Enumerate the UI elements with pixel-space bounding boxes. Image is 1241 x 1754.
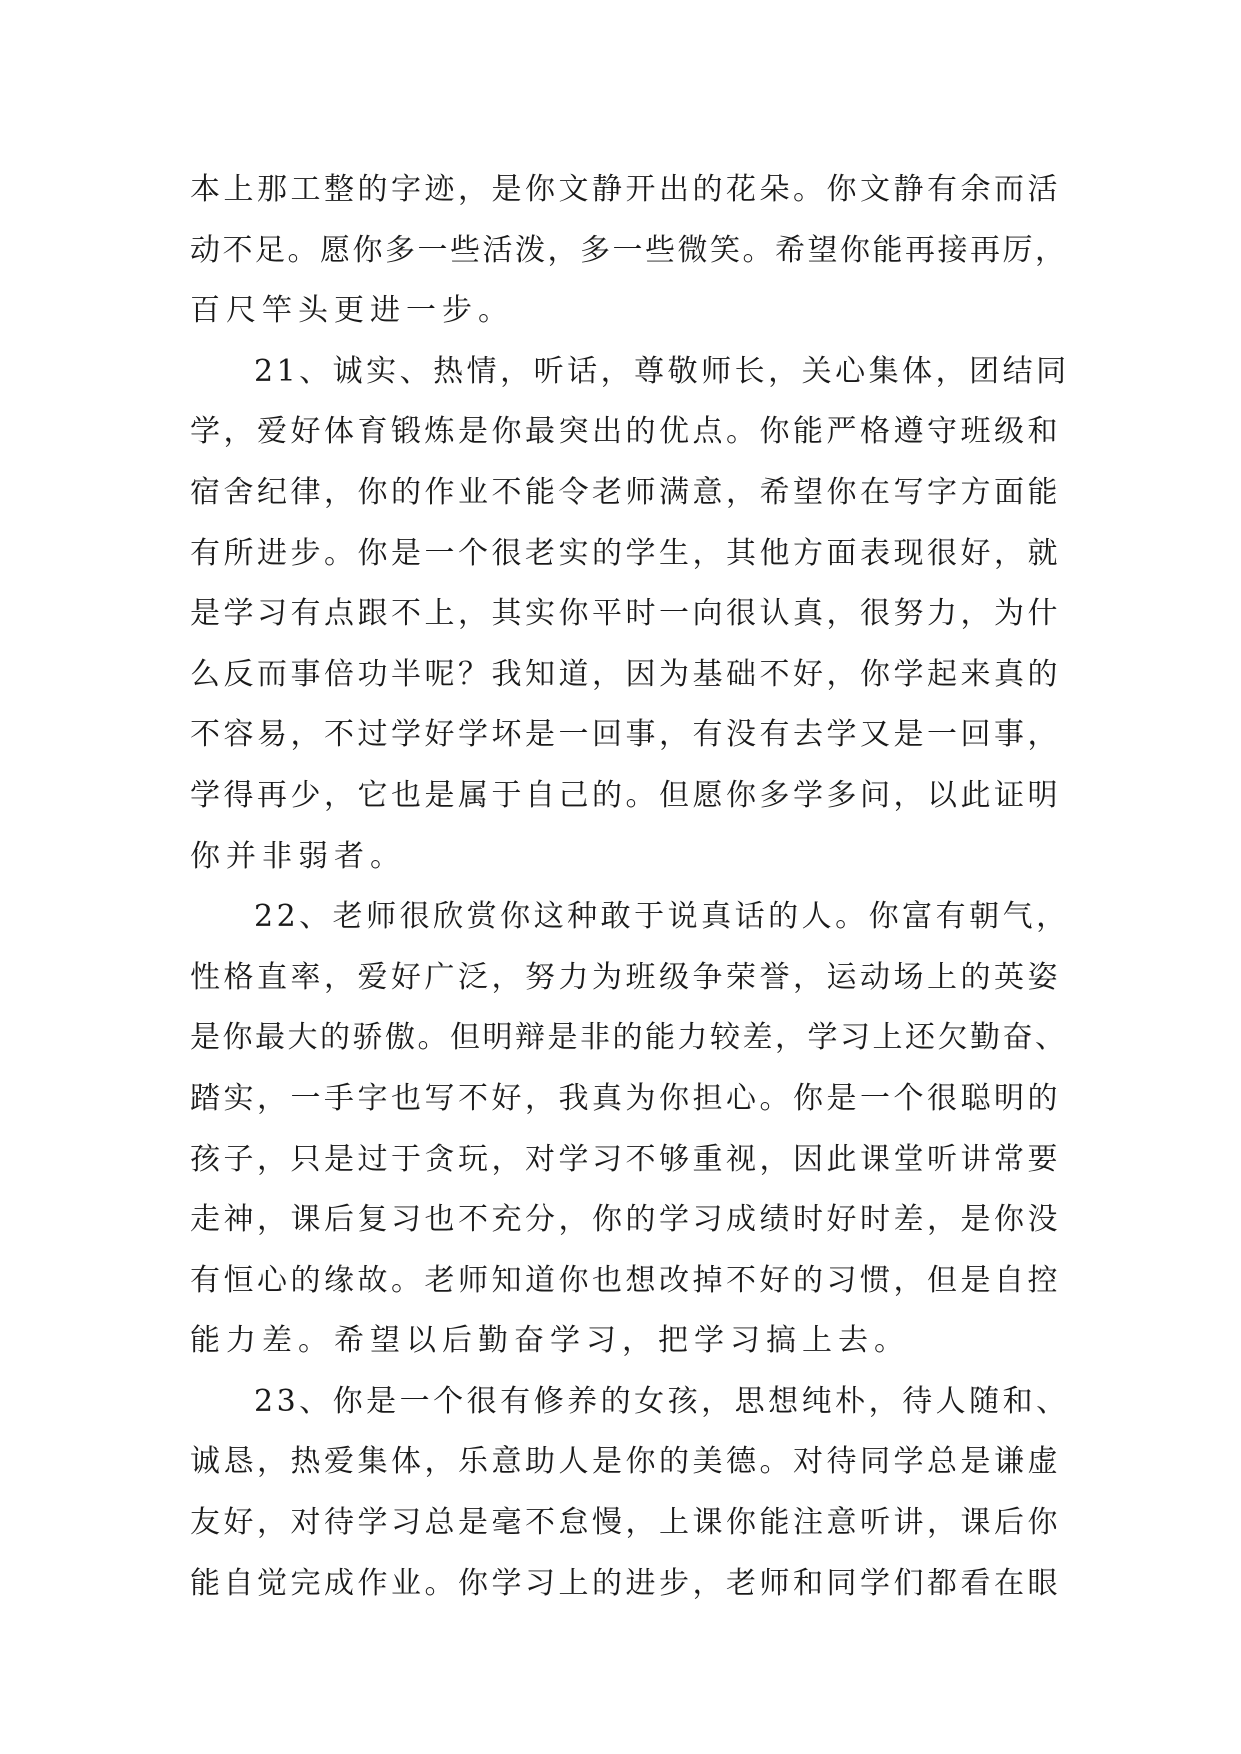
text-line: 学，爱好体育锻炼是你最突出的优点。你能严格遵守班级和 — [190, 414, 1061, 450]
paragraph-first-line: 22、老师很欣赏你这种敢于说真话的人。你富有朝气， — [254, 899, 1070, 935]
paragraph-first-line: 23、你是一个很有修养的女孩，思想纯朴，待人随和、 — [254, 1383, 1070, 1419]
text-line: 能自觉完成作业。你学习上的进步，老师和同学们都看在眼 — [190, 1565, 1061, 1601]
text-line: 动不足。愿你多一些活泼，多一些微笑。希望你能再接再厉， — [190, 232, 1068, 268]
text-line: 走神，课后复习也不充分，你的学习成绩时好时差，是你没 — [190, 1202, 1061, 1238]
text-line: 诚恳，热爱集体，乐意助人是你的美德。对待同学总是谦虚 — [190, 1444, 1061, 1480]
text-line: 孩子，只是过于贪玩，对学习不够重视，因此课堂听讲常要 — [190, 1141, 1061, 1177]
text-line: 踏实，一手字也写不好，我真为你担心。你是一个很聪明的 — [190, 1080, 1061, 1116]
text-line: 性格直率，爱好广泛，努力为班级争荣誉，运动场上的英姿 — [190, 959, 1061, 995]
text-line: 是你最大的骄傲。但明辩是非的能力较差，学习上还欠勤奋、 — [190, 1020, 1068, 1056]
text-line: 本上那工整的字迹，是你文静开出的花朵。你文静有余而活 — [190, 172, 1061, 207]
text-line: 宿舍纪律，你的作业不能令老师满意，希望你在写字方面能 — [190, 474, 1061, 510]
text-line: 学得再少，它也是属于自己的。但愿你多学多问，以此证明 — [190, 777, 1061, 813]
text-line: 你并非弱者。 — [190, 838, 406, 874]
text-line: 有恒心的缘故。老师知道你也想改掉不好的习惯，但是自控 — [190, 1262, 1061, 1298]
paragraph-first-line: 21、诚实、热情，听话，尊敬师长，关心集体，团结同 — [254, 353, 1070, 389]
text-line: 友好，对待学习总是毫不怠慢，上课你能注意听讲，课后你 — [190, 1505, 1061, 1541]
text-line: 不容易，不过学好学坏是一回事，有没有去学又是一回事， — [190, 717, 1061, 753]
text-line: 是学习有点跟不上，其实你平时一向很认真，很努力，为什 — [190, 596, 1061, 632]
text-line: 么反而事倍功半呢？我知道，因为基础不好，你学起来真的 — [190, 656, 1061, 692]
text-line: 百尺竿头更进一步。 — [190, 293, 514, 329]
text-line: 能力差。希望以后勤奋学习，把学习搞上去。 — [190, 1323, 910, 1359]
text-line: 有所进步。你是一个很老实的学生，其他方面表现很好，就 — [190, 535, 1061, 571]
document-body — [190, 160, 1070, 1614]
